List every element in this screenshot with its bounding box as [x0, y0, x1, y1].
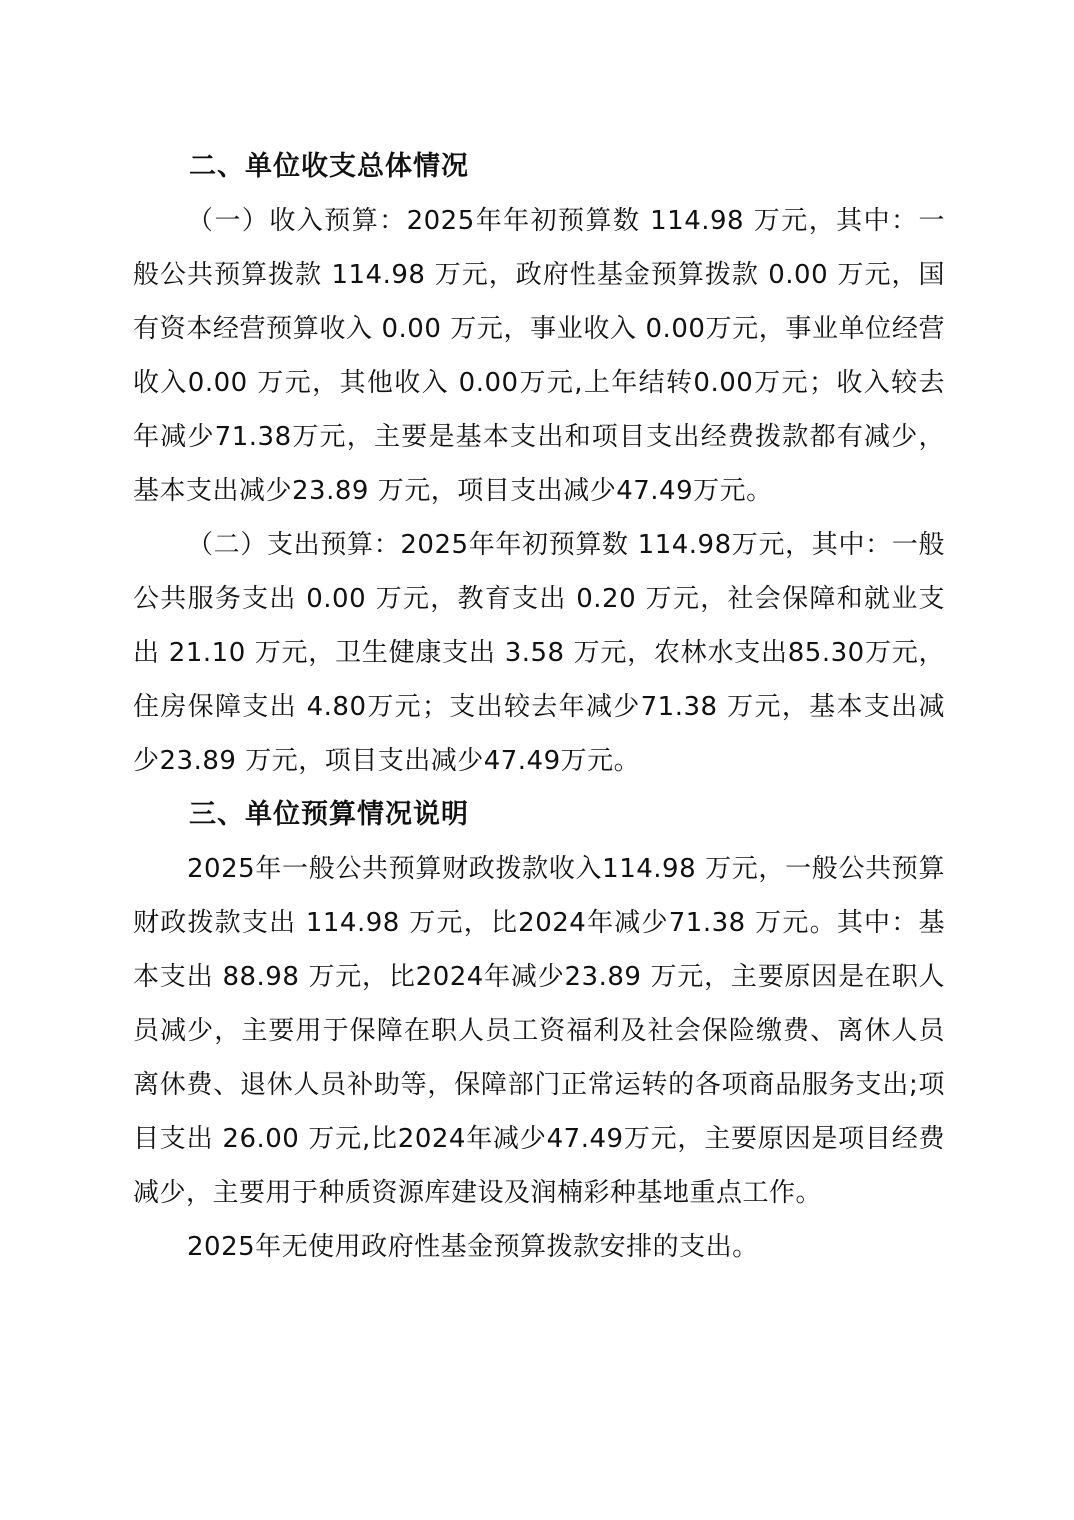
section-heading-overall: 二、单位收支总体情况 — [189, 151, 469, 182]
expense-budget-paragraph: （二）支出预算：2025年年初预算数 114.98万元，其中：一般公共服务支出 0.00 万元，教育支出 0.20 万元，社会保障和就业支出 21.10 万元，卫生健康支出 3.58 万元，农林水支出85.30万元，住房保障支出 4.80万元；支出较去年减少71.38 万元，基本支出减少23.89 万元，项目支出减少47.49万元。 — [133, 530, 945, 776]
document-body — [133, 140, 945, 1274]
fund-budget-paragraph: 2025年无使用政府性基金预算拨款安排的支出。 — [187, 1232, 759, 1262]
general-budget-paragraph: 2025年一般公共预算财政拨款收入114.98 万元，一般公共预算财政拨款支出 114.98 万元，比2024年减少71.38 万元。其中：基本支出 88.98 万元，比2024年减少23.89 万元，主要原因是在职人员减少，主要用于保障在职人员工资福利及社会保险缴费、离休人员离休费、退休人员补助等，保障部门正常运转的各项商品服务支出;项目支出 26.00 万元,比2024年减少47.49万元，主要原因是项目经费减少，主要用于种质资源库建设及润楠彩种基地重点工作。 — [133, 854, 945, 1208]
income-budget-paragraph: （一）收入预算：2025年年初预算数 114.98 万元，其中：一般公共预算拨款 114.98 万元，政府性基金预算拨款 0.00 万元，国有资本经营预算收入 0.00 万元，事业收入 0.00万元，事业单位经营收入0.00 万元，其他收入 0.00万元,上年结转0.00万元；收入较去年减少71.38万元，主要是基本支出和项目支出经费拨款都有减少，基本支出减少23.89 万元，项目支出减少47.49万元。 — [133, 206, 945, 506]
section-heading-budget-notes: 三、单位预算情况说明 — [189, 799, 469, 830]
